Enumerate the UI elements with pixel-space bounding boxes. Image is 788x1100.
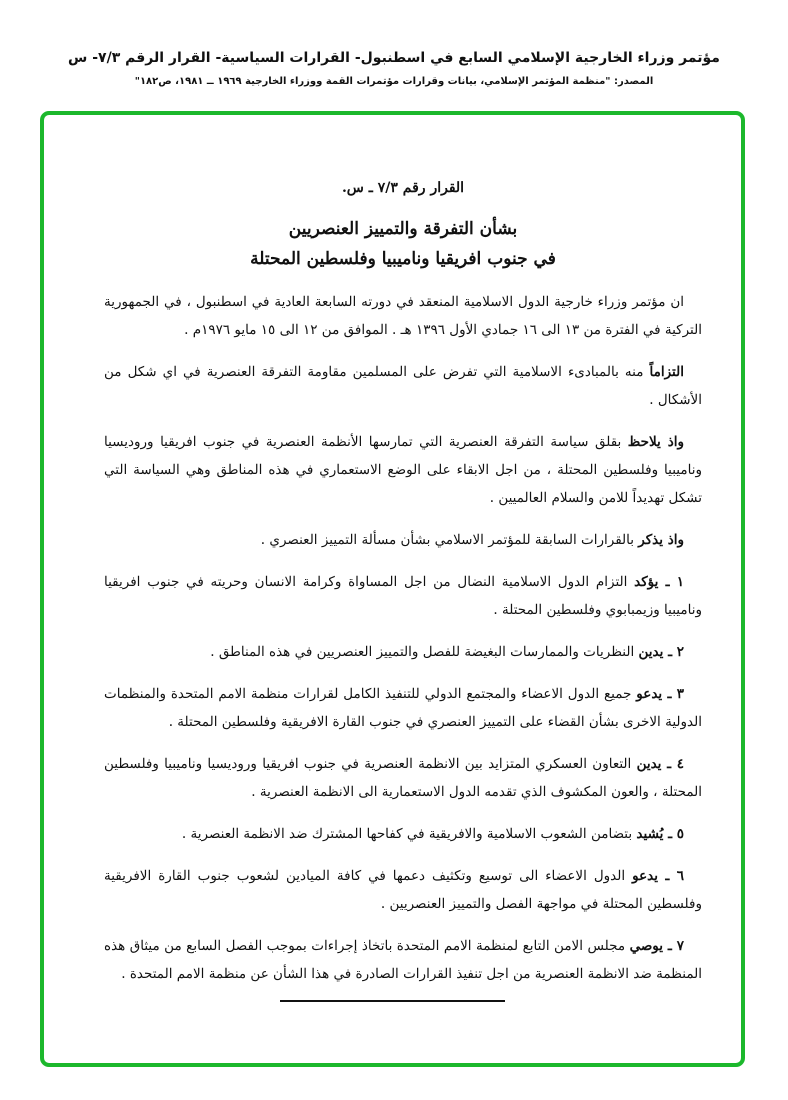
paragraph-text: منه بالمبادىء الاسلامية التي تفرض على المسلمين مقاومة التفرقة العنصرية في اي شكل من الأشكال .	[104, 364, 702, 408]
paragraph	[104, 568, 702, 624]
paragraph-text: التعاون العسكري المتزايد بين الانظمة العنصرية في جنوب افريقيا وروديسيا وناميبيا وفلسطين المحتلة ، والعون المكشوف الذي تقدمه الدول الاستعمارية الى الانظمة العنصرية .	[104, 756, 702, 800]
paragraph	[104, 932, 702, 988]
resolution-number: القرار رقم ٧/٣ ـ س.	[341, 180, 465, 196]
paragraph	[104, 862, 702, 918]
resolution-title-line1: بشأن التفرقة والتمييز العنصريين	[288, 219, 518, 239]
paragraph	[104, 680, 702, 736]
paragraph-lead: ٤ ـ يدين	[636, 756, 685, 772]
paragraph	[104, 750, 702, 806]
resolution-body	[104, 180, 702, 1002]
paragraph-text: بقلق سياسة التفرقة العنصرية التي تمارسها الأنظمة العنصرية في جنوب افريقيا وروديسيا وناميبيا وفلسطين المحتلة ، من اجل الابقاء على الوضع الاستعماري في هذه المناطق وهي السياسة التي تشكل تهديداً للامن والسلام العالميين .	[104, 434, 702, 506]
paragraph-text: بتضامن الشعوب الاسلامية والافريقية في كفاحها المشترك ضد الانظمة العنصرية .	[181, 826, 637, 842]
paragraph	[104, 526, 702, 554]
closing-rule	[280, 1000, 505, 1002]
paragraph-lead: ٦ ـ يدعو	[632, 868, 684, 884]
paragraph-lead: واذ يذكر	[638, 532, 684, 548]
paragraph-lead: ٧ ـ يوصي	[629, 938, 684, 954]
paragraph-text: بالقرارات السابقة للمؤتمر الاسلامي بشأن مسألة التمييز العنصري .	[260, 532, 639, 548]
document-header-title: مؤتمر وزراء الخارجية الإسلامي السابع في اسطنبول- القرارات السياسية- القرار الرقم ٧/٣- س	[68, 50, 720, 66]
paragraph	[104, 358, 702, 414]
paragraph	[104, 288, 702, 344]
paragraph-text: الدول الاعضاء الى توسيع وتكثيف دعمها في كافة الميادين لشعوب جنوب القارة الافريقية وفلسطين المحتلة في مواجهة الفصل والتمييز العنصريين .	[104, 868, 702, 912]
paragraph-lead: واذ يلاحظ	[627, 434, 684, 450]
paragraph-text: التزام الدول الاسلامية النضال من اجل المساواة وكرامة الانسان وحريته في جنوب افريقيا وناميبيا وزيمبابوي وفلسطين المحتلة .	[104, 574, 702, 618]
paragraph-lead: التزاماً	[649, 364, 684, 380]
paragraph-lead: ٥ ـ يُشيد	[636, 826, 684, 842]
paragraph	[104, 820, 702, 848]
paragraph	[104, 428, 702, 512]
resolution-title-line2: في جنوب افريقيا وناميبيا وفلسطين المحتلة	[250, 249, 556, 269]
paragraph	[104, 638, 702, 666]
paragraph-text: جميع الدول الاعضاء والمجتمع الدولي للتنفيذ الكامل لقرارات منظمة الامم المتحدة والمنظمات الدولية الاخرى بشأن القضاء على التمييز العنصري في جنوب القارة الافريقية وفلسطين المحتلة .	[104, 686, 702, 730]
paragraphs	[104, 288, 702, 988]
paragraph-lead: ٣ ـ يدعو	[636, 686, 684, 702]
paragraph-lead: ١ ـ يؤكد	[634, 574, 684, 590]
paragraph-text: ان مؤتمر وزراء خارجية الدول الاسلامية المنعقد في دورته السابعة العادية في اسطنبول ، في الجمهورية التركية في الفترة من ١٣ الى ١٦ جمادي الأول ١٣٩٦ هـ . الموافق من ١٢ الى ١٥ مايو ١٩٧٦م .	[104, 294, 702, 338]
document-source: المصدر: "منظمة المؤتمر الإسلامي، بيانات وقرارات مؤتمرات القمة ووزراء الخارجية ١٩٦٩ ــ ١٩٨١، ص١٨٢"	[134, 76, 654, 87]
paragraph-text: مجلس الامن التابع لمنظمة الامم المتحدة باتخاذ إجراءات بموجب الفصل السابع من ميثاق هذه المنظمة ضد الانظمة العنصرية من اجل تنفيذ القرارات الصادرة في هذا الشأن عن منظمة الامم المتحدة .	[104, 938, 702, 982]
paragraph-text: النظريات والممارسات البغيضة للفصل والتمييز العنصريين في هذه المناطق .	[210, 644, 639, 660]
paragraph-lead: ٢ ـ يدين	[638, 644, 684, 660]
